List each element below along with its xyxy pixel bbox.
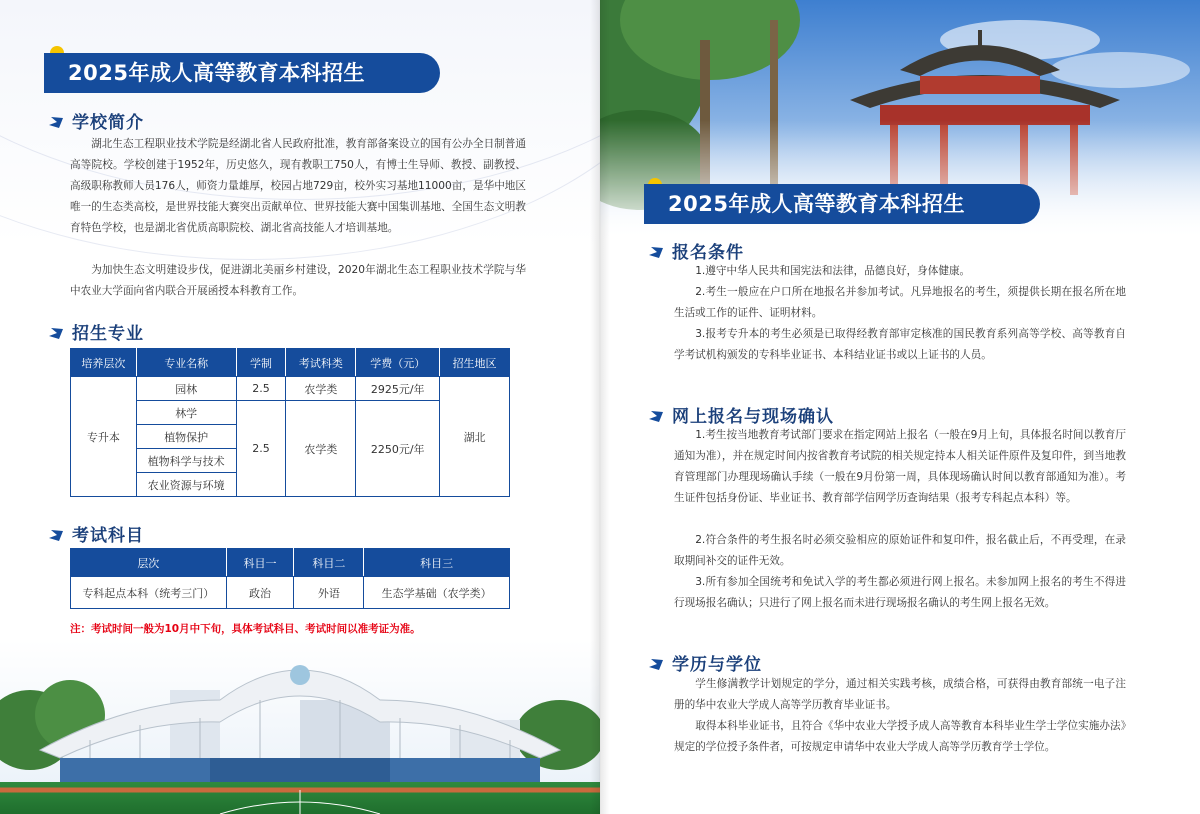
section-title: 学历与学位 — [672, 655, 762, 675]
major-name-cell: 农业资源与环境 — [136, 473, 236, 497]
section-majors-header — [48, 319, 144, 344]
table-header-cell: 学费（元） — [356, 349, 440, 377]
table-row — [71, 377, 510, 401]
section-title: 报名条件 — [672, 243, 744, 263]
table-header-cell: 科目一 — [226, 549, 294, 577]
arrow-bullet-icon — [48, 324, 66, 340]
majors-table — [70, 348, 510, 497]
level-cell: 专升本 — [71, 377, 137, 497]
online-item: 1.考生按当地教育考试部门要求在指定网站上报名（一般在9月上旬，具体报名时间以教育厅通知为准），并在规定时间内按省教育考试院的相关规定持本人相关证件原件及复印件，到当地教育管理部门办理现场确认手续（一般在9月份第一周，具体现场确认时间以教育部通知为准）。考生证件包括身份证、毕业证书、教育部学信网学历查询结果（报考专科起点本科）等。 — [674, 429, 1126, 504]
arrow-bullet-icon — [648, 655, 666, 671]
table-header-cell: 学制 — [236, 349, 286, 377]
arrow-bullet-icon — [48, 113, 66, 129]
table-row — [71, 577, 510, 609]
major-name-cell: 植物保护 — [136, 425, 236, 449]
requirement-item: 1.遵守中华人民共和国宪法和法律，品德良好，身体健康。 — [695, 265, 971, 277]
section-school-intro-header — [48, 108, 144, 133]
table-header-cell: 层次 — [71, 549, 227, 577]
left-banner-title: 2025年成人高等教育本科招生 — [54, 53, 440, 93]
fee-cell: 2925元/年 — [356, 377, 440, 401]
arrow-bullet-icon — [48, 526, 66, 542]
arrow-bullet-icon — [648, 407, 666, 423]
table-cell: 生态学基础（农学类） — [364, 577, 510, 609]
exam-note: 注：考试时间一般为10月中下旬，具体考试科目、考试时间以准考证为准。 — [70, 623, 421, 635]
degree-item: 取得本科毕业证书，且符合《华中农业大学授予成人高等教育本科毕业生学士学位实施办法》规定的学位授予条件者，可按规定申请华中农业大学成人高等学历教育学士学位。 — [674, 720, 1126, 753]
campus-stadium-image — [0, 640, 600, 814]
category-cell: 农学类 — [286, 401, 356, 497]
table-header-cell: 专业名称 — [136, 349, 236, 377]
major-name-cell: 林学 — [136, 401, 236, 425]
section-requirements-header — [648, 238, 744, 263]
requirement-item: 3.报考专升本的考生必须是已取得经教育部审定核准的国民教育系列高等学校、高等教育自学考试机构颁发的专科毕业证书、本科结业证书或以上证书的人员。 — [674, 328, 1126, 361]
exam-table — [70, 548, 510, 609]
section-degree-header — [648, 650, 762, 675]
right-page — [600, 0, 1200, 814]
requirement-item: 2.考生一般应在户口所在地报名并参加考试。凡异地报名的考生，须提供长期在报名所在地生活或工作的证件、证明材料。 — [674, 286, 1126, 319]
table-header-cell: 招生地区 — [440, 349, 510, 377]
section-title: 考试科目 — [72, 526, 144, 546]
table-header-cell: 考试科类 — [286, 349, 356, 377]
table-header-row — [71, 349, 510, 377]
region-cell: 湖北 — [440, 377, 510, 497]
years-cell: 2.5 — [236, 401, 286, 497]
section-exam-header — [48, 521, 144, 546]
section-title: 学校简介 — [72, 113, 144, 133]
online-item: 2.符合条件的考生报名时必须交验相应的原始证件和复印件，报名截止后，不再受理，在录取期间补交的证件无效。 — [674, 534, 1126, 567]
table-header-cell: 培养层次 — [71, 349, 137, 377]
major-name-cell: 园林 — [136, 377, 236, 401]
school-intro-paragraph-1: 湖北生态工程职业技术学院是经湖北省人民政府批准，教育部备案设立的国有公办全日制普通高等院校。学校创建于1952年，历史悠久，现有教职工750人，有博士生导师、教授、副教授、高级职称教师人员176人，师资力量雄厚，校园占地729亩，校外实习基地11000亩，是华中地区唯一的生态类高校，是世界技能大赛突出贡献单位、世界技能大赛中国集训基地、全国生态文明教育特色学校，也是湖北省优质高职院校、湖北省高技能人才培训基地。 — [70, 138, 526, 234]
school-intro-paragraph-2: 为加快生态文明建设步伐，促进湖北美丽乡村建设，2020年湖北生态工程职业技术学院与华中农业大学面向省内联合开展函授本科教育工作。 — [70, 264, 526, 297]
online-item: 3.所有参加全国统考和免试入学的考生都必须进行网上报名。未参加网上报名的考生不得进行现场报名确认；只进行了网上报名而未进行现场报名确认的考生网上报名无效。 — [674, 576, 1126, 609]
table-cell: 政治 — [226, 577, 294, 609]
category-cell: 农学类 — [286, 377, 356, 401]
table-header-cell: 科目二 — [294, 549, 364, 577]
years-cell: 2.5 — [236, 377, 286, 401]
table-header-row — [71, 549, 510, 577]
fee-cell: 2250元/年 — [356, 401, 440, 497]
arrow-bullet-icon — [648, 243, 666, 259]
section-title: 招生专业 — [72, 324, 144, 344]
table-header-cell: 科目三 — [364, 549, 510, 577]
major-name-cell: 植物科学与技术 — [136, 449, 236, 473]
section-title: 网上报名与现场确认 — [672, 407, 834, 427]
page-fold — [590, 0, 610, 814]
degree-item: 学生修满教学计划规定的学分，通过相关实践考核，成绩合格，可获得由教育部统一电子注册的华中农业大学成人高等学历教育毕业证书。 — [674, 678, 1126, 711]
table-cell: 外语 — [294, 577, 364, 609]
right-banner-title: 2025年成人高等教育本科招生 — [654, 184, 1040, 224]
section-online-header — [648, 402, 834, 427]
table-cell: 专科起点本科（统考三门） — [71, 577, 227, 609]
